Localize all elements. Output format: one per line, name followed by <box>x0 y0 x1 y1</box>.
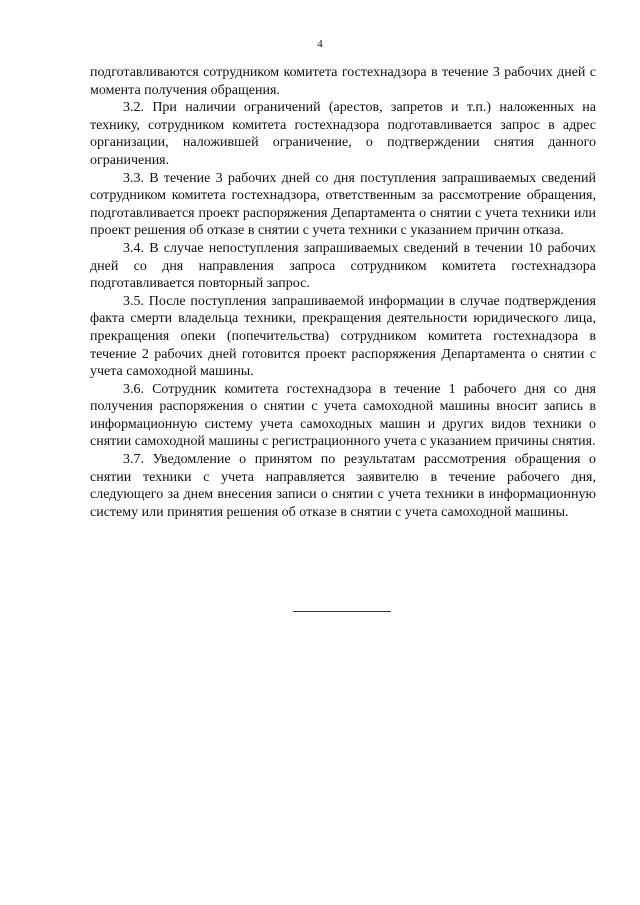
document-body <box>90 64 596 521</box>
paragraph-3-4: 3.4. В случае непоступления запрашиваемых сведений в течении 10 рабочих дней со дня направления запроса сотрудником комитета гостехнадзора подготавливается повторный запрос. <box>90 240 596 292</box>
paragraph-3-2: 3.2. При наличии ограничений (арестов, запретов и т.п.) наложенных на технику, сотрудником комитета гостехнадзора подготавливается запрос в адрес организации, наложившей ограничение, о подтверждении снятия данного ограничения. <box>90 100 596 168</box>
page-number: 4 <box>317 38 323 50</box>
paragraph-continuation: подготавливаются сотрудником комитета гостехнадзора в течение 3 рабочих дней с момента получения обращения. <box>90 65 596 98</box>
paragraph-3-7: 3.7. Уведомление о принятом по результатам рассмотрения обращения о снятии техники с учета направляется заявителю в течение рабочего дня, следующего за днем внесения записи о снятии с учета техники в информационную систему или принятия решения об отказе в снятии с учета самоходной машины. <box>90 452 596 520</box>
paragraph-3-6: 3.6. Сотрудник комитета гостехнадзора в течение 1 рабочего дня со дня получения распоряжения о снятии с учета самоходной машины вносит запись в информационную систему учета самоходных машин и других видов техники о снятии самоходной машины с регистрационного учета с указанием причины снятия. <box>90 381 596 450</box>
paragraph-3-5: 3.5. После поступления запрашиваемой информации в случае подтверждения факта смерти владельца техники, прекращения деятельности юридического лица, прекращения опеки (попечительства) сотрудником комитета гостехнадзора в течение 2 рабочих дней готовится проект распоряжения Департамента о снятии с учета самоходной машины. <box>90 293 596 380</box>
end-of-document-rule <box>293 611 391 612</box>
paragraph-3-3: 3.3. В течение 3 рабочих дней со дня поступления запрашиваемых сведений сотрудником комитета гостехнадзора, ответственным за рассмотрение обращения, подготавливается проект распоряжения Департамента о снятии с учета техники или проект решения об отказе в снятии с учета техники с указанием причин отказа. <box>90 170 596 239</box>
